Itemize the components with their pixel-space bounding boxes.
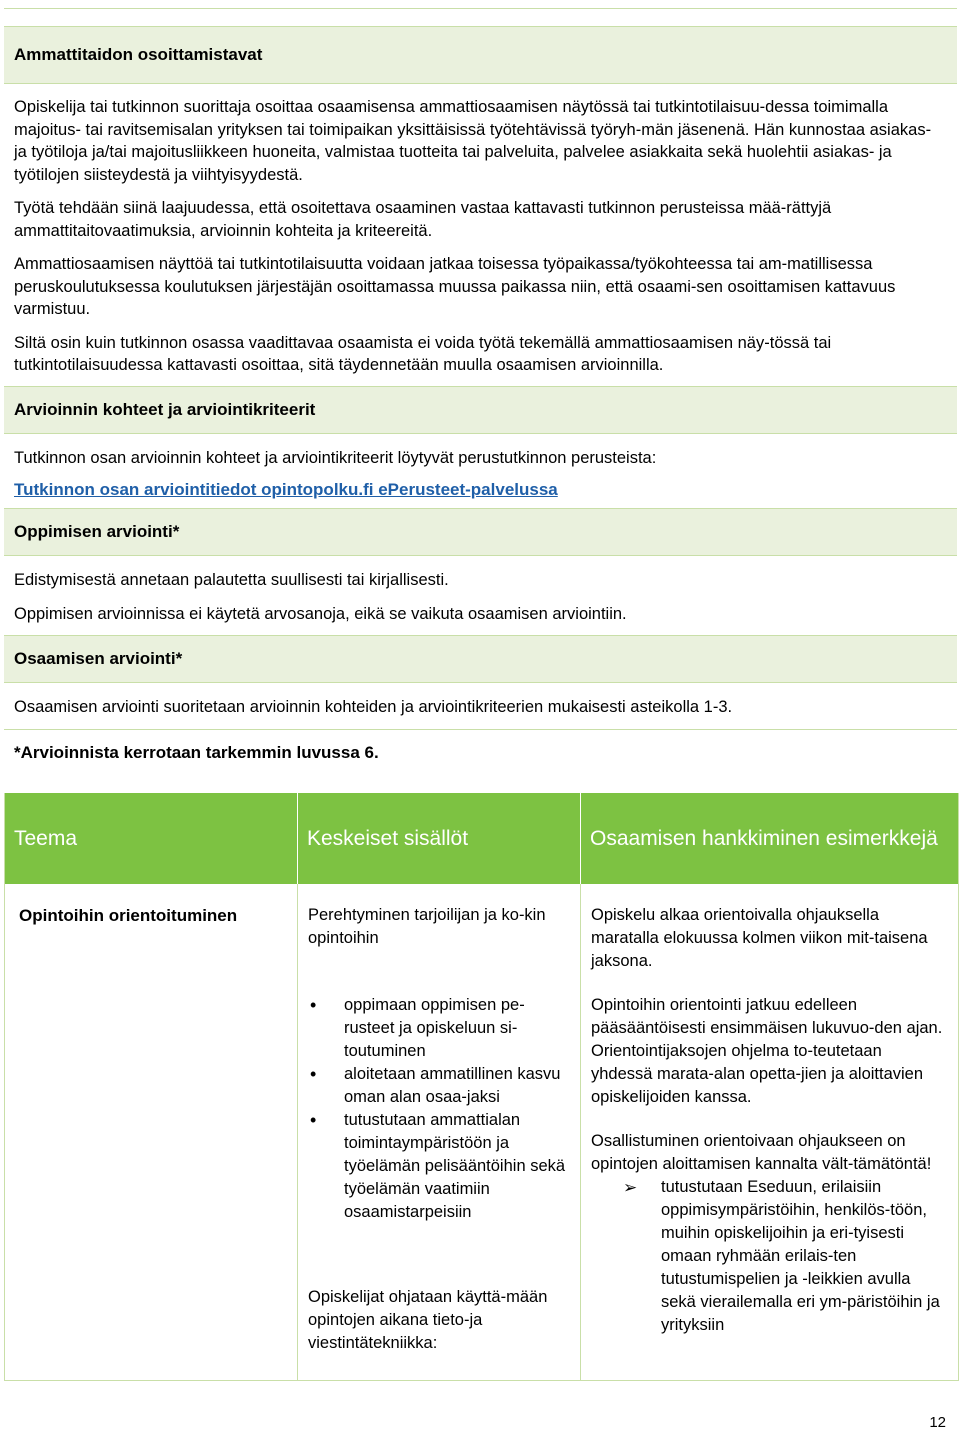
paragraph: Oppimisen arvioinnissa ei käytetä arvosanoja, eikä se vaikuta osaamisen arviointiin.	[14, 605, 627, 623]
section-header-learning-assessment	[4, 508, 957, 556]
section-body-demonstration	[4, 84, 957, 386]
example-arrow-list	[591, 1176, 946, 1337]
section-body-criteria	[4, 434, 957, 508]
section-title: Ammattitaidon osoittamistavat	[14, 45, 263, 64]
header-examples: Osaamisen hankkiminen esimerkkejä	[590, 826, 938, 850]
list-item	[615, 1176, 946, 1337]
column-examples	[581, 884, 958, 1380]
section-title: Arvioinnin kohteet ja arviointikriteerit	[14, 399, 316, 419]
example-paragraph: Opiskelu alkaa orientoivalla ohjauksella maratalla elokuussa kolmen viikon mit-taisena jaksona.	[591, 906, 928, 970]
section-header-criteria	[4, 386, 957, 434]
list-item: • aloitetaan ammatillinen kasvu oman alan osaa-jaksi	[308, 1063, 568, 1109]
theme-label: Opintoihin orientoituminen	[19, 906, 238, 925]
assessment-section	[4, 26, 957, 763]
paragraph: Ammattiosaamisen näyttöä tai tutkintotilaisuutta voidaan jatkaa toisessa työpaikassa/työkohteessa tai am-matillisessa peruskoulutuksessa koulutuksen järjestäjän osoittamassa muussa paikassa niin, että osaami-sen osoittamisen kattavuus varmistuu.	[14, 255, 896, 318]
section-title: Osaamisen arviointi*	[14, 648, 183, 668]
header-contents: Keskeiset sisällöt	[298, 793, 581, 884]
arrow-bullet-icon: ➢	[623, 1178, 638, 1197]
content-bullet-list	[308, 994, 568, 1224]
section-header-demonstration	[4, 26, 957, 84]
paragraph: Osaamisen arviointi suoritetaan arvioinnin kohteiden ja arviointikriteerien mukaisesti asteikolla 1-3.	[14, 697, 733, 716]
example-paragraph: Osallistuminen orientoivaan ohjaukseen on opintojen aloittamisen kannalta vält-tämätöntä!	[591, 1132, 932, 1173]
column-contents	[298, 884, 581, 1380]
list-item: • tutustutaan ammattialan toimintaympäristöön ja työelämän pelisääntöihin sekä työelämän vaatimiin osaamistarpeisiin	[308, 1109, 568, 1224]
paragraph: Opiskelija tai tutkinnon suorittaja osoittaa osaamisensa ammattiosaamisen näytössä tai tutkintotilaisuu-dessa toimimalla majoitus- tai ravitsemisalan yrityksen tai toimipaikan yksittäisissä työtehtävissä työryh-män jäsenenä. Hän kunnostaa asiakas- ja työtiloja ja/tai majoitusliikkeen huoneita, valmistaa tuotteita tai palveluita, palvelee asiakkaita sekä huolehtii asiakas- ja työtilojen siisteydestä ja viihtyisyydestä.	[14, 98, 932, 184]
section-body-learning-assessment	[4, 556, 957, 635]
column-theme	[5, 884, 298, 1380]
page-number: 12	[929, 1414, 946, 1431]
content-outro: Opiskelijat ohjataan käyttä-mään opintojen aikana tieto-ja viestintätekniikka:	[308, 1288, 548, 1352]
section-title: Oppimisen arviointi*	[14, 521, 180, 541]
paragraph: Siltä osin kuin tutkinnon osassa vaadittavaa osaamista ei voida työtä tekemällä ammattiosaamisen näy-tössä tai tutkintotilaisuudessa kattavasti osoittaa, sitä täydennetään muulla osaamisen arvioinnilla.	[14, 333, 832, 374]
arrow-item-text: tutustutaan Eseduun, erilaisiin oppimisympäristöihin, henkilös-töön, muihin opiskelijoihin ja eri-tyisesti omaan ryhmään erilais-ten tutustumispelien ja -leikkien avulla sekä vierailemalla eri ym-päristöihin ja yrityksiin	[661, 1178, 940, 1334]
section-header-competence-assessment	[4, 635, 957, 683]
section-body-competence-assessment	[4, 683, 957, 731]
content-table	[4, 793, 959, 1381]
paragraph: Tutkinnon osan arvioinnin kohteet ja arviointikriteerit löytyvät perustutkinnon perusteista:	[14, 448, 657, 467]
list-item: • oppimaan oppimisen pe-rusteet ja opiskeluun si-toutuminen	[308, 994, 568, 1063]
assessment-note: *Arvioinnista kerrotaan tarkemmin luvussa 6.	[14, 743, 379, 762]
paragraph: Edistymisestä annetaan palautetta suullisesti tai kirjallisesti.	[14, 570, 449, 589]
paragraph: Työtä tehdään siinä laajuudessa, että osoitettava osaaminen vastaa kattavasti tutkinnon perusteissa mää-rättyjä ammattitaitovaatimuksia, arvioinnin kohteita ja kriteereitä.	[14, 199, 832, 240]
top-rule	[4, 8, 957, 9]
example-paragraph: Opintoihin orientointi jatkuu edelleen pääsääntöisesti ensimmäisen lukuvuo-den ajan. Orientointijaksojen ohjelma to-teutetaan yhdessä marata-alan opetta-jien ja aloittavien opiskelijoiden kanssa.	[591, 996, 943, 1106]
table-header-row	[5, 793, 958, 884]
header-theme: Teema	[5, 793, 298, 884]
content-intro: Perehtyminen tarjoilijan ja ko-kin opintoihin	[308, 906, 546, 947]
eperusteet-link[interactable]: Tutkinnon osan arviointitiedot opintopolku.fi ePerusteet-palvelussa	[14, 480, 558, 499]
